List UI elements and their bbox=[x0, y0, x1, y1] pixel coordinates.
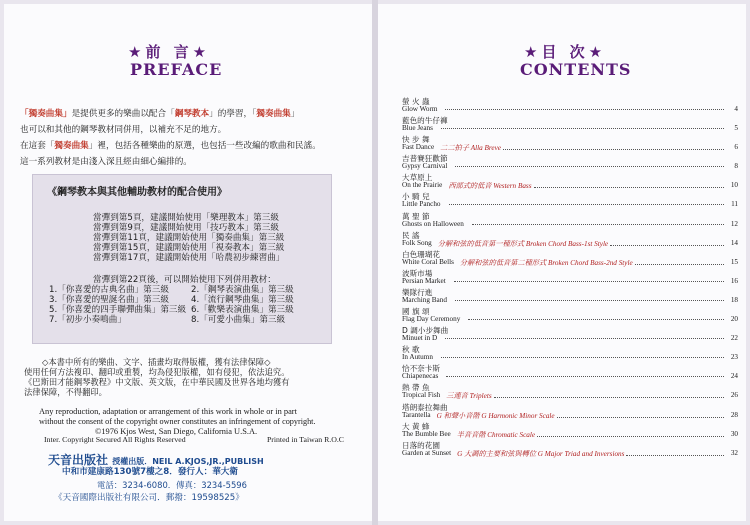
copyright-secured-line: Inter. Copyright Secured All Rights Reserved Printed in Taiwan R.O.C bbox=[44, 435, 344, 444]
publisher-phone: 電話：3234-6080．傳真：3234-5596 bbox=[97, 480, 247, 490]
companion-row: 5.「你喜愛的四手聯彈曲集」第三級 6.「歡樂表演曲集」第三級 bbox=[49, 305, 294, 315]
toc-title-en: Glow Worm bbox=[402, 105, 438, 113]
toc-leader-dots bbox=[441, 353, 724, 358]
toc-title-cn: 樂隊行進 bbox=[402, 287, 433, 297]
toc-entry[interactable] bbox=[402, 191, 738, 210]
toc-entry[interactable] bbox=[402, 440, 738, 459]
copyright-cn: ◇本書中所有的樂曲、文字、插畫均取得版權，獲有法律保障◇ 使用任何方法複印、翻印或重製，均為侵犯版權，如有侵犯，依法追究。 《巴斯田才能鋼琴教程》中文版、英文版，在中華民國及世界各地均獲有 法律保障，不得翻印。 bbox=[24, 357, 290, 397]
toc-line bbox=[402, 372, 738, 380]
toc-entry[interactable] bbox=[402, 306, 738, 325]
companion-row: 1.「你喜愛的古典名曲」第三級 2.「鋼琴表演曲集」第三級 bbox=[49, 285, 294, 295]
stage-list bbox=[93, 213, 284, 263]
toc-title-cn: D 調小步舞曲 bbox=[402, 326, 449, 336]
toc-line bbox=[402, 411, 738, 421]
toc-entry[interactable] bbox=[402, 96, 738, 115]
publisher-name: 天音出版社 授權出版．NEIL A.KJOS,JR.,PUBLISH bbox=[48, 453, 264, 467]
toc-title-en: Garden at Sunset bbox=[402, 448, 452, 457]
toc-title-en: Folk Song bbox=[402, 238, 432, 247]
toc-title-en: Blue Jeans bbox=[402, 124, 433, 133]
toc-page-number: 22 bbox=[730, 334, 738, 343]
preface-title-en: PREFACE bbox=[130, 60, 223, 79]
companion-list bbox=[49, 285, 333, 325]
toc-line bbox=[402, 296, 738, 304]
toc-leader-dots bbox=[446, 372, 724, 377]
page-22-note: 當彈到第22頁後，可以開始使用下列併用教材： bbox=[93, 275, 276, 285]
toc-page-number: 15 bbox=[730, 257, 738, 266]
toc-page-number: 32 bbox=[730, 448, 738, 457]
toc-leader-dots bbox=[635, 258, 724, 265]
toc-entry[interactable] bbox=[402, 287, 738, 306]
toc-line bbox=[402, 143, 738, 153]
toc-leader-dots bbox=[626, 449, 724, 456]
toc-leader-dots bbox=[455, 162, 724, 167]
toc-title-cn: 熱 帶 魚 bbox=[402, 383, 430, 393]
toc-title-cn: 白色珊瑚花 bbox=[402, 249, 440, 259]
toc-page-number: 30 bbox=[730, 429, 738, 438]
toc-entry[interactable] bbox=[402, 268, 738, 287]
toc-title-en: The Bumble Bee bbox=[402, 429, 451, 438]
toc-entry[interactable] bbox=[402, 153, 738, 172]
toc-leader-dots bbox=[445, 105, 724, 110]
toc-subtitle: 二二拍子 Alla Breve bbox=[440, 144, 501, 153]
toc-page-number: 18 bbox=[730, 295, 738, 304]
toc-title-cn: 藍色的牛仔褲 bbox=[402, 116, 448, 126]
toc-subtitle: 分解和弦的低音第二種形式 Broken Chord Bass-2nd Style bbox=[459, 258, 633, 267]
copyright-en: Any reproduction, adaptation or arrangement of this work in whole or in part without the consent of the copyright owner constitutes an infringement of copyright. ©1976 Kjos West, San Diego, California U.S.A. bbox=[39, 407, 316, 436]
toc-subtitle: 三連音 Triplets bbox=[446, 392, 492, 401]
toc-title-cn: 快 步 舞 bbox=[402, 135, 430, 145]
toc-entry[interactable] bbox=[402, 134, 738, 153]
stage-item: 當彈到第9頁，建議開始使用「技巧教本」第三級 bbox=[93, 223, 279, 233]
toc-leader-dots bbox=[494, 391, 724, 398]
toc-title-cn: 秋 歌 bbox=[402, 345, 420, 355]
publisher-intl: 《天音國際出版社有限公司．郵撥：19598525》 bbox=[54, 493, 244, 503]
toc-entry[interactable] bbox=[402, 115, 738, 134]
toc-title-cn: 國 旗 頌 bbox=[402, 307, 430, 317]
supplementary-materials-box bbox=[32, 174, 332, 344]
toc-line bbox=[402, 105, 738, 113]
toc-line bbox=[402, 220, 738, 228]
toc-page-number: 14 bbox=[730, 238, 738, 247]
toc-title-cn: 日落的花園 bbox=[402, 440, 440, 450]
toc-page-number: 24 bbox=[730, 372, 738, 381]
toc-page-number: 6 bbox=[734, 143, 738, 152]
toc-line bbox=[402, 239, 738, 249]
toc-title-en: Little Pancho bbox=[402, 200, 441, 209]
toc-leader-dots bbox=[534, 181, 724, 188]
toc-page-number: 20 bbox=[730, 315, 738, 324]
publisher-address: 中和市建康路130號7樓之8．發行人：華大衛 bbox=[62, 467, 238, 477]
toc-page-number: 16 bbox=[730, 276, 738, 285]
toc-title-cn: 大 黃 蜂 bbox=[402, 421, 430, 431]
toc-title-en: Gypsy Carnival bbox=[402, 162, 448, 171]
stage-item: 當彈到第5頁，建議開始使用「樂理教本」第三級 bbox=[93, 213, 279, 223]
toc-entry[interactable] bbox=[402, 325, 738, 344]
companion-row: 3.「你喜愛的聖誕名曲」第三級 4.「流行鋼琴曲集」第三級 bbox=[49, 295, 294, 305]
toc-title-en: Flag Day Ceremony bbox=[402, 315, 461, 324]
toc-title-cn: 大草原上 bbox=[402, 173, 433, 183]
toc-title-en: Persian Market bbox=[402, 276, 446, 285]
toc-title-en: Fast Dance bbox=[402, 143, 435, 152]
stage-item: 當彈到第15頁，建議開始使用「視奏教本」第三級 bbox=[93, 243, 285, 253]
toc-line bbox=[402, 430, 738, 440]
toc-title-en: In Autumn bbox=[402, 353, 433, 362]
toc-title-en: Minuet in D bbox=[402, 334, 438, 343]
toc-leader-dots bbox=[468, 315, 724, 320]
toc-page-number: 28 bbox=[730, 410, 738, 419]
box-title: 《鋼琴教本與其他輔助教材的配合使用》 bbox=[47, 187, 227, 198]
toc-entry[interactable] bbox=[402, 421, 738, 440]
toc-line bbox=[402, 391, 738, 401]
toc-line bbox=[402, 162, 738, 170]
preface-paragraph-1: 「獨奏曲集」是提供更多的樂曲以配合「鋼琴教本」的學習，「獨奏曲集」 bbox=[20, 109, 300, 119]
toc-title-cn: 萬 聖 節 bbox=[402, 211, 430, 221]
toc-subtitle: 分解和弦的低音第一種形式 Broken Chord Bass-1st Style bbox=[437, 239, 609, 248]
toc-entry[interactable] bbox=[402, 344, 738, 363]
toc-title-cn: 民 謠 bbox=[402, 230, 420, 240]
contents-page bbox=[378, 4, 746, 521]
toc-entry[interactable] bbox=[402, 249, 738, 268]
toc-page-number: 12 bbox=[730, 219, 738, 228]
toc-title-en: Ghosts on Halloween bbox=[402, 219, 464, 228]
toc-title-cn: 波斯市場 bbox=[402, 268, 433, 278]
toc-page-number: 10 bbox=[730, 181, 738, 190]
toc-title-en: White Coral Bells bbox=[402, 257, 454, 266]
toc-entry[interactable] bbox=[402, 382, 738, 401]
toc-title-cn: 螢 火 蟲 bbox=[402, 97, 430, 106]
toc-title-en: Chiapenecas bbox=[402, 372, 439, 381]
toc-entry[interactable] bbox=[402, 363, 738, 382]
toc-title-en: Tropical Fish bbox=[402, 391, 441, 400]
toc-page-number: 5 bbox=[734, 124, 738, 133]
contents-title-en: CONTENTS bbox=[520, 60, 632, 79]
toc-title-cn: 吉普賽狂歡節 bbox=[402, 154, 448, 164]
toc-line bbox=[402, 181, 738, 191]
toc-page-number: 11 bbox=[731, 200, 738, 209]
toc-leader-dots bbox=[441, 124, 724, 129]
toc-title-en: On the Prairie bbox=[402, 181, 443, 190]
toc-title-cn: 小 騎 兒 bbox=[402, 192, 430, 202]
toc-subtitle: 西部式的低音 Western Bass bbox=[448, 182, 532, 191]
toc-line bbox=[402, 277, 738, 285]
table-of-contents bbox=[402, 96, 738, 459]
toc-line bbox=[402, 124, 738, 132]
toc-leader-dots bbox=[455, 296, 724, 301]
toc-leader-dots bbox=[445, 334, 724, 339]
toc-line bbox=[402, 315, 738, 323]
toc-subtitle: 半音音階 Chromatic Scale bbox=[456, 430, 536, 439]
toc-entry[interactable] bbox=[402, 402, 738, 421]
toc-leader-dots bbox=[454, 277, 724, 282]
toc-page-number: 4 bbox=[734, 105, 738, 113]
stage-item: 當彈到第11頁，建議開始使用「獨奏曲集」第三級 bbox=[93, 233, 285, 243]
toc-entry[interactable] bbox=[402, 230, 738, 249]
toc-page-number: 8 bbox=[734, 162, 738, 171]
toc-line bbox=[402, 449, 738, 459]
preface-title-cn: ★前 言★ bbox=[128, 43, 211, 61]
toc-leader-dots bbox=[472, 220, 724, 225]
toc-line bbox=[402, 353, 738, 361]
stage-item: 當彈到第17頁，建議開始使用「哈農初步練習曲」 bbox=[93, 253, 285, 263]
toc-subtitle: G 和聲小音階 G Harmonic Minor Scale bbox=[436, 411, 555, 420]
toc-entry[interactable] bbox=[402, 172, 738, 191]
preface-paragraph-3: 在這套「獨奏曲集」裡，包括各種樂曲的原選，也包括一些改編的歌曲和民謠。 bbox=[20, 141, 321, 151]
toc-leader-dots bbox=[557, 411, 724, 418]
preface-paragraph-2: 也可以和其他的鋼琴教材同併用，以補充不足的地方。 bbox=[20, 125, 227, 135]
toc-page-number: 23 bbox=[730, 353, 738, 362]
toc-leader-dots bbox=[503, 143, 724, 150]
toc-line bbox=[402, 200, 738, 208]
toc-leader-dots bbox=[449, 200, 724, 205]
toc-leader-dots bbox=[537, 430, 724, 437]
toc-title-cn: 塔朗泰拉舞曲 bbox=[402, 402, 448, 412]
toc-line bbox=[402, 334, 738, 342]
toc-title-cn: 恰不奈卡斯 bbox=[402, 364, 440, 374]
toc-page-number: 26 bbox=[730, 391, 738, 400]
toc-line bbox=[402, 258, 738, 268]
contents-title-cn: ★目 次★ bbox=[524, 43, 607, 61]
preface-paragraph-4: 這一系列教材是由淺入深且經由細心編排的。 bbox=[20, 157, 192, 167]
toc-subtitle: G 大調的主要和弦與轉位 G Major Triad and Inversions bbox=[457, 449, 625, 458]
toc-leader-dots bbox=[610, 239, 724, 246]
preface-page bbox=[4, 4, 372, 521]
toc-title-en: Marching Band bbox=[402, 295, 447, 304]
toc-title-en: Tarantella bbox=[402, 410, 431, 419]
companion-row: 7.「初步小奏鳴曲」 8.「可愛小曲集」第三級 bbox=[49, 315, 286, 325]
toc-entry[interactable] bbox=[402, 211, 738, 230]
